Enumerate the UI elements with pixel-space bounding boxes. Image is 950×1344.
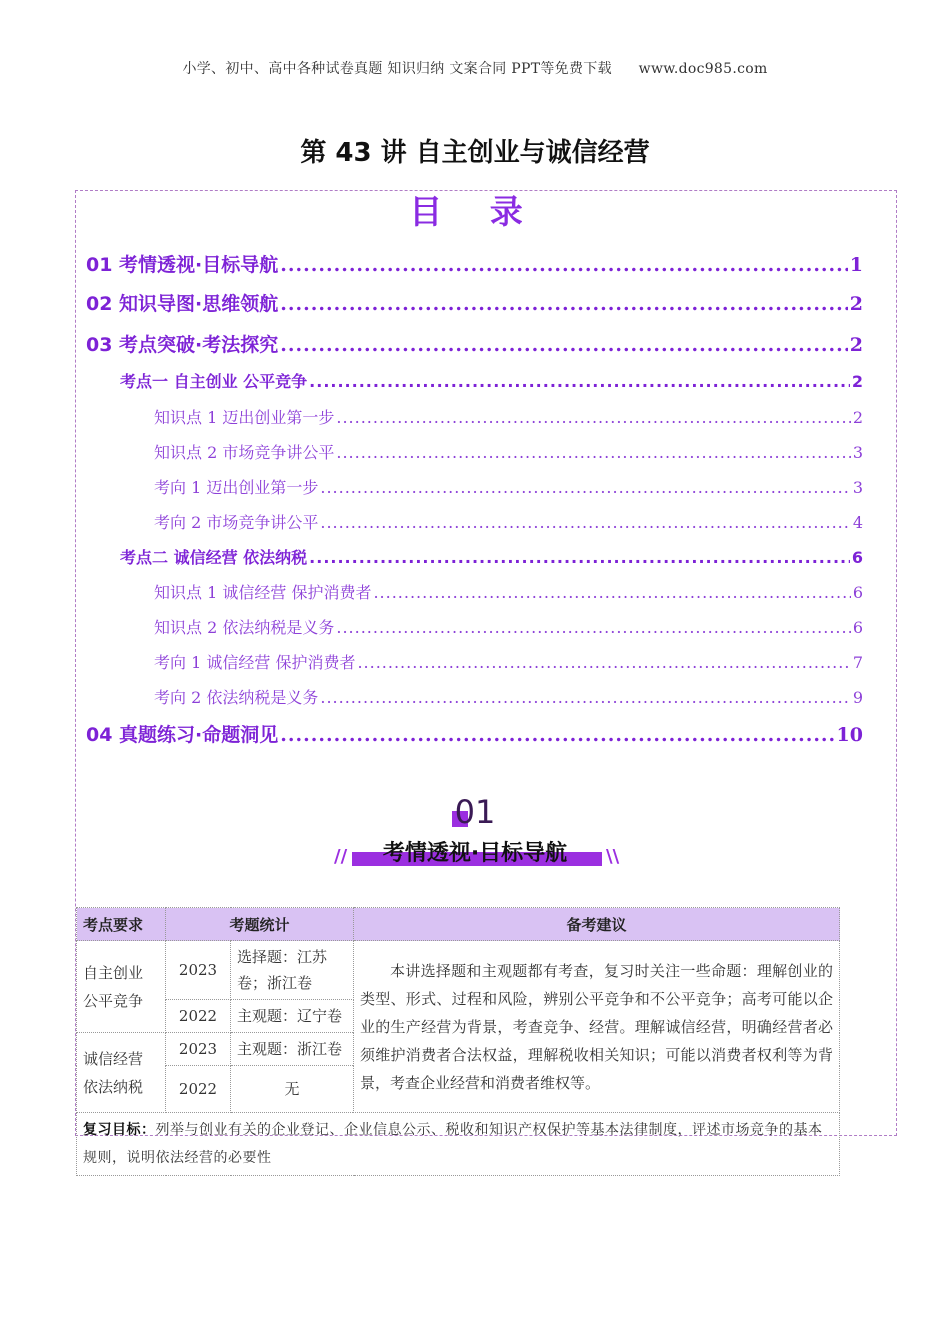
- toc-leader: [357, 653, 850, 672]
- year-cell: 2023: [166, 1033, 231, 1066]
- toc-item[interactable]: [120, 369, 863, 392]
- topic-cell: [77, 941, 166, 1033]
- toc-item-page: 7: [852, 653, 863, 672]
- year-cell: 2023: [166, 941, 231, 1000]
- toc-item-page: 2: [849, 334, 863, 356]
- toc-item[interactable]: [154, 510, 863, 533]
- review-goal-text: 列举与创业有关的企业登记、企业信息公示、税收和知识产权保护等基本法律制度，评述市场竞争的基本规则，说明依法经营的必要性: [83, 1122, 823, 1166]
- toc-item-label: 02 知识导图·思维领航: [86, 293, 279, 315]
- exam-plan-table: [76, 907, 840, 1176]
- toc-item-page: 2: [849, 293, 863, 315]
- slash-decoration-right: \\: [606, 846, 620, 867]
- toc-item[interactable]: [154, 615, 863, 638]
- year-cell: 2022: [166, 1000, 231, 1033]
- toc-leader: [280, 724, 834, 746]
- table-header: 备考建议: [354, 908, 840, 941]
- toc-leader: [280, 293, 847, 315]
- toc-item[interactable]: [86, 330, 863, 357]
- header-text: 小学、初中、高中各种试卷真题 知识归纳 文案合同 PPT等免费下载: [182, 61, 612, 77]
- toc-item[interactable]: [154, 685, 863, 708]
- table-header: 考点要求: [77, 908, 166, 941]
- year-cell: 2022: [166, 1066, 231, 1113]
- toc-item-page: 6: [852, 618, 863, 637]
- toc-leader: [320, 688, 850, 707]
- topic-line: 诚信经营: [83, 1049, 144, 1068]
- toc-item-label: 考向 2 市场竞争讲公平: [154, 513, 319, 532]
- toc-leader: [309, 372, 850, 391]
- table-header: 考题统计: [166, 908, 354, 941]
- toc-item-label: 考向 2 依法纳税是义务: [154, 688, 319, 707]
- toc-item-page: 2: [852, 408, 863, 427]
- toc-item-label: 01 考情透视·目标导航: [86, 254, 279, 276]
- toc-item[interactable]: [86, 720, 863, 747]
- toc-leader: [336, 618, 850, 637]
- toc-item-label: 知识点 1 诚信经营 保护消费者: [154, 583, 372, 602]
- toc-leader: [373, 583, 850, 602]
- header-url[interactable]: www.doc985.com: [638, 61, 768, 77]
- toc-item-label: 考点二 诚信经营 依法纳税: [120, 548, 308, 567]
- toc-item-label: 考向 1 诚信经营 保护消费者: [154, 653, 356, 672]
- toc-leader: [336, 408, 850, 427]
- toc-item[interactable]: [154, 650, 863, 673]
- toc-item-page: 4: [852, 513, 863, 532]
- toc-leader: [320, 478, 850, 497]
- toc-item-label: 考向 1 迈出创业第一步: [154, 478, 319, 497]
- toc-item-label: 考点一 自主创业 公平竞争: [120, 372, 308, 391]
- review-goal-label: 复习目标：: [83, 1122, 156, 1138]
- toc-item-page: 3: [852, 478, 863, 497]
- slash-decoration-left: //: [334, 846, 348, 867]
- toc-item-page: 10: [836, 724, 863, 746]
- toc-leader: [336, 443, 850, 462]
- stat-cell: 无: [231, 1066, 354, 1113]
- review-goal-cell: [77, 1113, 840, 1176]
- toc-leader: [309, 548, 850, 567]
- topic-cell: [77, 1033, 166, 1113]
- toc-heading: 目 录: [409, 192, 541, 231]
- toc-item-page: 1: [849, 254, 863, 276]
- toc-item-page: 6: [852, 583, 863, 602]
- toc-item[interactable]: [154, 580, 863, 603]
- toc-item-label: 03 考点突破·考法探究: [86, 334, 279, 356]
- toc-item-page: 2: [851, 372, 863, 391]
- toc-item-page: 6: [851, 548, 863, 567]
- toc-leader: [280, 254, 847, 276]
- toc-leader: [280, 334, 847, 356]
- toc-item-label: 知识点 2 依法纳税是义务: [154, 618, 335, 637]
- toc-item[interactable]: [86, 250, 863, 277]
- section-title: 考情透视·目标导航: [382, 841, 568, 866]
- toc-item-label: 知识点 1 迈出创业第一步: [154, 408, 335, 427]
- toc-item-page: 3: [852, 443, 863, 462]
- page-header: [0, 58, 950, 78]
- table-header-row: [77, 908, 840, 941]
- toc-item[interactable]: [154, 405, 863, 428]
- topic-line: 依法纳税: [83, 1077, 144, 1096]
- topic-line: 自主创业: [83, 963, 144, 982]
- advice-cell: 本讲选择题和主观题都有考查，复习时关注一些命题：理解创业的类型、形式、过程和风险，辨别公平竞争和不公平竞争；高考可能以企业的生产经营为背景，考查竞争、经营。理解诚信经营，明确经营者必须维护消费者合法权益，理解税收相关知识；可能以消费者权利等为背景，考查企业经营和消费者维权等。: [354, 941, 840, 1113]
- toc-item[interactable]: [154, 475, 863, 498]
- page-title: 第 43 讲 自主创业与诚信经营: [300, 138, 650, 168]
- toc-leader: [320, 513, 850, 532]
- toc-item-page: 9: [852, 688, 863, 707]
- toc-item-label: 知识点 2 市场竞争讲公平: [154, 443, 335, 462]
- stat-cell: 主观题：浙江卷: [231, 1033, 354, 1066]
- toc-item[interactable]: [86, 289, 863, 316]
- stat-cell: 选择题：江苏卷；浙江卷: [231, 941, 354, 1000]
- review-goal-row: [77, 1113, 840, 1176]
- table-row: [77, 941, 840, 1000]
- toc-item[interactable]: [154, 440, 863, 463]
- section-number: 01: [454, 793, 496, 831]
- stat-cell: 主观题：辽宁卷: [231, 1000, 354, 1033]
- topic-line: 公平竞争: [83, 991, 144, 1010]
- toc-item[interactable]: [120, 545, 863, 568]
- toc-item-label: 04 真题练习·命题洞见: [86, 724, 279, 746]
